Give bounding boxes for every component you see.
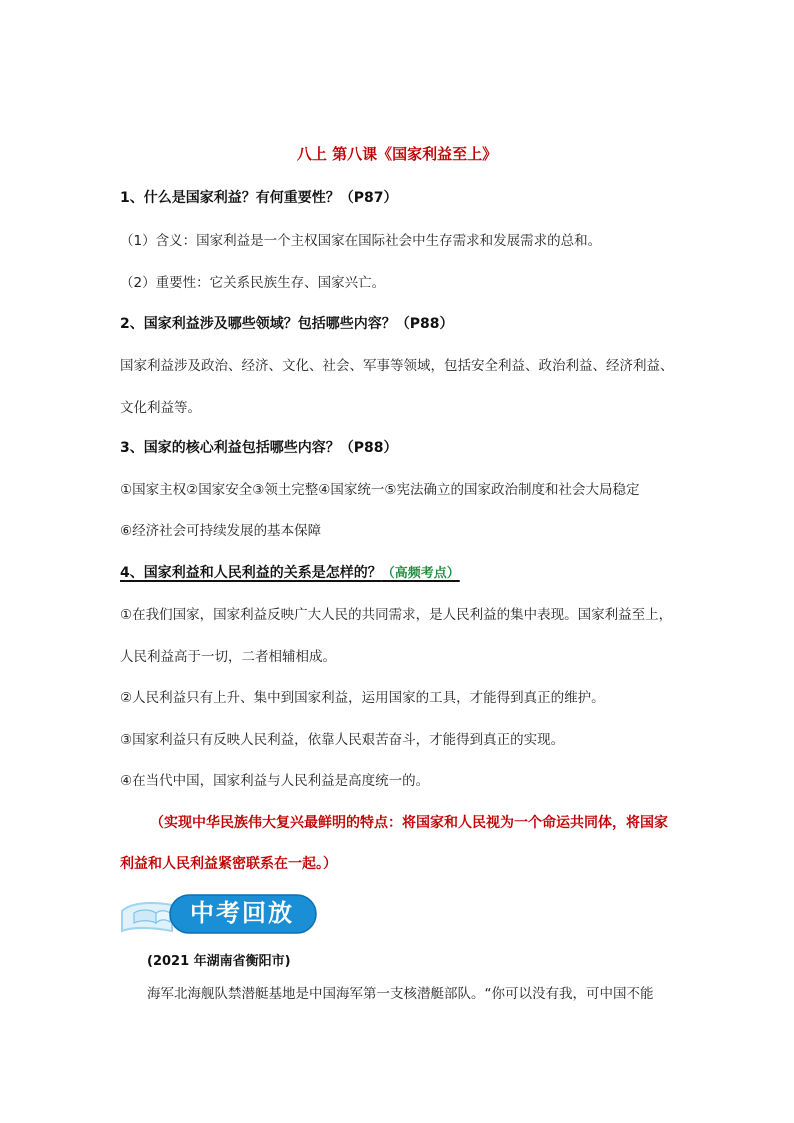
exam-excerpt: 海军北海舰队禁潜艇基地是中国海军第一支核潜艇部队。“你可以没有我，可中国不能 [147,986,654,1002]
section-4-line-1: ①在我们国家，国家利益反映广大人民的共同需求，是人民利益的集中表现。国家利益至上， [120,607,673,623]
section-1-line-2: （2）重要性：它关系民族生存、国家兴亡。 [120,275,386,291]
high-frequency-tag: （高频考点） [381,566,460,581]
highlight-line-2: 利益和人民利益紧密联系在一起。） [120,856,337,872]
section-4-heading [120,562,460,582]
section-2-line-1: 国家利益涉及政治、经济、文化、社会、军事等领域，包括安全利益、政治利益、经济利益、 [120,358,674,374]
section-4-line-2: 人民利益高于一切，二者相辅相成。 [120,649,336,665]
section-4-line-5: ④在当代中国，国家利益与人民利益是高度统一的。 [120,773,430,789]
section-1-heading: 1、什么是国家利益？有何重要性？（P87） [120,190,398,206]
section-3-heading: 3、国家的核心利益包括哪些内容？（P88） [120,440,398,456]
section-3-line-1: ①国家主权②国家安全③领土完整④国家统一⑤宪法确立的国家政治制度和社会大局稳定 [120,482,640,498]
section-2-line-2: 文化利益等。 [120,400,201,416]
section-1-line-1: （1）含义：国家利益是一个主权国家在国际社会中生存需求和发展需求的总和。 [120,233,602,249]
banner-label: 中考回放 [190,899,294,927]
section-3-line-2: ⑥经济社会可持续发展的基本保障 [120,523,322,539]
section-4-heading-text: 4、国家利益和人民利益的关系是怎样的？ [120,565,382,581]
exam-source: (2021 年湖南省衡阳市) [147,954,291,969]
highlight-line-1: （实现中华民族伟大复兴最鲜明的特点：将国家和人民视为一个命运共同体，将国家 [150,815,668,831]
section-4-line-4: ③国家利益只有反映人民利益，依靠人民艰苦奋斗，才能得到真正的实现。 [120,732,565,748]
section-4-line-3: ②人民利益只有上升、集中到国家利益，运用国家的工具，才能得到真正的维护。 [120,690,605,706]
section-2-heading: 2、国家利益涉及哪些领域？包括哪些内容？（P88） [120,316,454,332]
page-title: 八上 第八课《国家利益至上》 [296,145,498,163]
